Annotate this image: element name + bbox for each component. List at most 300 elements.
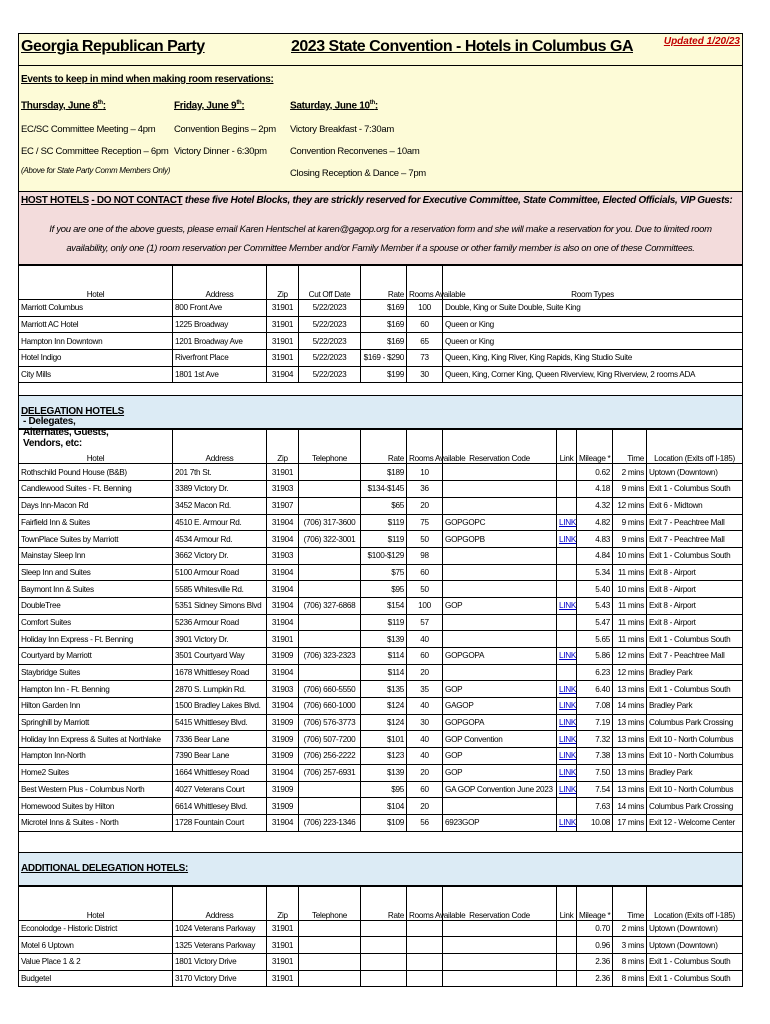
table-cell: 50	[407, 581, 443, 598]
table-row	[19, 681, 743, 698]
table-cell: 7390 Bear Lane	[173, 748, 267, 765]
host-notice: If you are one of the above guests, please email Karen Hentschel at karen@gagop.org for a reservation form and she will make a reservation for you. Due to limited room availability, only one (1) room reservation per Committee Member and/or Family Member if a spouse or other family member is also on one of these Committees.	[49, 224, 712, 254]
updated-date: Updated 1/20/23	[663, 36, 740, 47]
column-header: Time	[613, 886, 647, 920]
table-cell: Candlewood Suites - Ft. Benning	[19, 481, 173, 498]
table-cell: 31901	[267, 631, 299, 648]
events-title: Events to keep in mind when making room reservations:	[21, 74, 274, 85]
reservation-link[interactable]: LINK	[557, 648, 577, 665]
table-cell: 50	[407, 531, 443, 548]
table-cell: Exit 1 - Columbus South	[647, 547, 743, 564]
table-cell: Exit 8 - Airport	[647, 581, 743, 598]
table-cell: 31901	[267, 937, 299, 954]
table-cell: 31901	[267, 300, 299, 317]
table-cell: GOPGOPA	[443, 714, 557, 731]
table-cell: 3452 Macon Rd.	[173, 497, 267, 514]
table-cell: Bradley Park	[647, 698, 743, 715]
table-cell: 31904	[267, 581, 299, 598]
reservation-link[interactable]: LINK	[557, 748, 577, 765]
column-header: Link	[557, 430, 577, 464]
table-cell: 2.36	[577, 953, 613, 970]
table-cell: Exit 7 - Peachtree Mall	[647, 531, 743, 548]
column-header: Zip	[267, 266, 299, 300]
table-cell: 31901	[267, 333, 299, 350]
table-cell	[361, 937, 407, 954]
table-cell: Exit 1 - Columbus South	[647, 953, 743, 970]
table-cell	[443, 581, 557, 598]
table-cell: 60	[407, 781, 443, 798]
table-cell	[299, 953, 361, 970]
table-row	[19, 531, 743, 548]
table-cell: 56	[407, 814, 443, 831]
table-row	[19, 798, 743, 815]
table-cell: Exit 1 - Columbus South	[647, 681, 743, 698]
table-cell: Marriott AC Hotel	[19, 316, 173, 333]
saturday-item: Convention Reconvenes – 10am	[290, 146, 420, 157]
table-cell: 4.18	[577, 481, 613, 498]
table-cell: 6.40	[577, 681, 613, 698]
table-cell: Comfort Suites	[19, 614, 173, 631]
reservation-link[interactable]: LINK	[557, 597, 577, 614]
table-cell: 65	[407, 333, 443, 350]
table-cell	[557, 664, 577, 681]
spacer	[18, 832, 743, 852]
table-cell	[557, 614, 577, 631]
table-cell: (706) 317-3600	[299, 514, 361, 531]
table-cell: Columbus Park Crossing	[647, 798, 743, 815]
table-cell: Home2 Suites	[19, 764, 173, 781]
reservation-link[interactable]: LINK	[557, 514, 577, 531]
delegation-hotels-table	[18, 429, 743, 831]
table-cell: 1325 Veterans Parkway	[173, 937, 267, 954]
table-cell	[299, 481, 361, 498]
table-cell: 11 mins	[613, 564, 647, 581]
table-cell: 5/22/2023	[299, 300, 361, 317]
friday-item: Convention Begins – 2pm	[174, 124, 276, 135]
table-row	[19, 937, 743, 954]
table-cell	[557, 497, 577, 514]
host-hotels-table	[18, 265, 743, 383]
table-cell	[557, 547, 577, 564]
table-cell: $100-$129	[361, 547, 407, 564]
table-row	[19, 464, 743, 481]
table-cell: 36	[407, 481, 443, 498]
table-cell: Exit 1 - Columbus South	[647, 970, 743, 987]
column-header: Mileage *	[577, 886, 613, 920]
table-cell: City Mills	[19, 366, 173, 383]
table-cell: Exit 8 - Airport	[647, 597, 743, 614]
table-cell	[407, 920, 443, 937]
table-cell: 57	[407, 614, 443, 631]
table-row	[19, 698, 743, 715]
thursday-item: EC / SC Committee Reception – 6pm	[21, 146, 169, 157]
column-header: Address	[173, 886, 267, 920]
table-cell: $119	[361, 531, 407, 548]
table-cell: 5.47	[577, 614, 613, 631]
table-cell: 10 mins	[613, 581, 647, 598]
table-cell	[443, 953, 557, 970]
table-cell: (706) 327-6868	[299, 597, 361, 614]
table-cell: 35	[407, 681, 443, 698]
table-cell: 10	[407, 464, 443, 481]
table-cell	[557, 937, 577, 954]
table-cell: 11 mins	[613, 614, 647, 631]
table-cell: 31904	[267, 614, 299, 631]
table-cell: 0.96	[577, 937, 613, 954]
table-cell: 31904	[267, 366, 299, 383]
column-header: Mileage *	[577, 430, 613, 464]
saturday-heading: Saturday, June 10th:	[290, 100, 378, 112]
table-cell: GOP	[443, 764, 557, 781]
table-cell: GOPGOPB	[443, 531, 557, 548]
table-cell: 9 mins	[613, 481, 647, 498]
table-cell: Queen, King, King River, King Rapids, King Studio Suite	[443, 350, 743, 367]
table-cell: 800 Front Ave	[173, 300, 267, 317]
column-header: Rate	[361, 886, 407, 920]
table-cell: Queen or King	[443, 316, 743, 333]
table-cell: 40	[407, 631, 443, 648]
table-cell: (706) 660-5550	[299, 681, 361, 698]
table-row	[19, 300, 743, 317]
column-header: Rooms Available	[407, 266, 443, 300]
table-cell: 13 mins	[613, 714, 647, 731]
table-cell: 8 mins	[613, 970, 647, 987]
table-cell: 31904	[267, 764, 299, 781]
table-cell: DoubleTree	[19, 597, 173, 614]
column-header: Address	[173, 430, 267, 464]
table-cell	[299, 564, 361, 581]
table-cell: 98	[407, 547, 443, 564]
table-cell: Exit 10 - North Columbus	[647, 748, 743, 765]
table-cell: 6923GOP	[443, 814, 557, 831]
table-cell: 31909	[267, 748, 299, 765]
table-cell: 7336 Bear Lane	[173, 731, 267, 748]
reservation-link[interactable]: LINK	[557, 814, 577, 831]
table-cell: $124	[361, 714, 407, 731]
table-cell: $119	[361, 614, 407, 631]
table-cell: GOP	[443, 681, 557, 698]
table-cell	[443, 481, 557, 498]
table-row	[19, 481, 743, 498]
column-header: Address	[173, 266, 267, 300]
table-cell: 40	[407, 748, 443, 765]
table-cell: $169 - $290	[361, 350, 407, 367]
table-cell: Uptown (Downtown)	[647, 464, 743, 481]
table-cell: 31901	[267, 464, 299, 481]
column-header: Room Types	[443, 266, 743, 300]
table-cell	[299, 547, 361, 564]
table-cell: (706) 507-7200	[299, 731, 361, 748]
table-cell: $95	[361, 581, 407, 598]
table-cell: 5236 Armour Road	[173, 614, 267, 631]
thursday-note: (Above for State Party Comm Members Only)	[21, 166, 171, 175]
reservation-link[interactable]: LINK	[557, 531, 577, 548]
table-cell: 31901	[267, 316, 299, 333]
table-cell: 12 mins	[613, 497, 647, 514]
table-cell: 1801 1st Ave	[173, 366, 267, 383]
table-cell	[299, 970, 361, 987]
table-cell: Holiday Inn Express & Suites at Northlake	[19, 731, 173, 748]
table-row	[19, 581, 743, 598]
table-cell: Value Place 1 & 2	[19, 953, 173, 970]
friday-item: Victory Dinner - 6:30pm	[174, 146, 267, 157]
table-cell: Staybridge Suites	[19, 664, 173, 681]
table-row	[19, 316, 743, 333]
table-cell: Exit 12 - Welcome Center	[647, 814, 743, 831]
reservation-link[interactable]: LINK	[557, 764, 577, 781]
table-cell: 31904	[267, 698, 299, 715]
additional-banner	[18, 852, 743, 886]
table-cell	[299, 798, 361, 815]
table-cell: TownPlace Suites by Marriott	[19, 531, 173, 548]
table-cell: GAGOP	[443, 698, 557, 715]
table-cell	[557, 631, 577, 648]
host-heading: HOST HOTELS - DO NOT CONTACT these five Hotel Blocks, they are strickly reserved for Executive Committee, State Committee, Elected Officials, VIP Guests:	[21, 195, 733, 206]
table-cell: 100	[407, 597, 443, 614]
table-cell: 7.38	[577, 748, 613, 765]
table-cell: Bradley Park	[647, 664, 743, 681]
table-cell: 60	[407, 564, 443, 581]
table-cell: 3901 Victory Dr.	[173, 631, 267, 648]
table-cell: 0.70	[577, 920, 613, 937]
column-header: Link	[557, 886, 577, 920]
table-cell: Homewood Suites by Hilton	[19, 798, 173, 815]
table-cell: 31904	[267, 814, 299, 831]
table-cell: 31904	[267, 564, 299, 581]
thursday-heading: Thursday, June 8th:	[21, 100, 106, 112]
column-header: Telephone	[299, 886, 361, 920]
table-cell: Mainstay Sleep Inn	[19, 547, 173, 564]
column-header: Cut Off Date	[299, 266, 361, 300]
table-cell	[443, 464, 557, 481]
table-cell: 3389 Victory Dr.	[173, 481, 267, 498]
table-cell: $139	[361, 631, 407, 648]
reservation-link[interactable]: LINK	[557, 698, 577, 715]
table-cell: 3501 Courtyard Way	[173, 648, 267, 665]
table-cell	[557, 798, 577, 815]
table-cell: 31909	[267, 648, 299, 665]
table-row	[19, 614, 743, 631]
table-cell: 1201 Broadway Ave	[173, 333, 267, 350]
table-cell: 73	[407, 350, 443, 367]
table-cell: 14 mins	[613, 698, 647, 715]
delegation-heading: DELEGATION HOTELS - Delegates, Alternates, Guests, Vendors, etc:	[21, 406, 125, 450]
table-cell	[407, 953, 443, 970]
table-row	[19, 814, 743, 831]
table-cell: 4.84	[577, 547, 613, 564]
table-cell: Springhill by Marriott	[19, 714, 173, 731]
table-cell: (706) 323-2323	[299, 648, 361, 665]
table-cell: Exit 8 - Airport	[647, 564, 743, 581]
table-cell: 5/22/2023	[299, 316, 361, 333]
table-cell: Hampton Inn-North	[19, 748, 173, 765]
table-cell: (706) 576-3773	[299, 714, 361, 731]
column-header: Hotel	[19, 430, 173, 464]
table-cell: $169	[361, 333, 407, 350]
table-cell: 5/22/2023	[299, 333, 361, 350]
table-cell	[443, 614, 557, 631]
table-cell: 9 mins	[613, 531, 647, 548]
table-cell: Hilton Garden Inn	[19, 698, 173, 715]
column-header: Rate	[361, 266, 407, 300]
table-cell	[361, 970, 407, 987]
column-header: Location (Exits off I-185)	[647, 886, 743, 920]
table-cell: Marriott Columbus	[19, 300, 173, 317]
column-header: Hotel	[19, 886, 173, 920]
column-header: Rate	[361, 430, 407, 464]
table-cell: 1728 Fountain Court	[173, 814, 267, 831]
host-hotels-banner	[18, 192, 743, 265]
table-cell: 31907	[267, 497, 299, 514]
table-cell: 31909	[267, 798, 299, 815]
table-cell: Uptown (Downtown)	[647, 937, 743, 954]
table-cell	[299, 664, 361, 681]
table-cell: 7.08	[577, 698, 613, 715]
table-cell	[361, 953, 407, 970]
table-cell: 30	[407, 366, 443, 383]
reservation-link[interactable]: LINK	[557, 781, 577, 798]
table-cell: 2.36	[577, 970, 613, 987]
table-cell: 4.32	[577, 497, 613, 514]
table-cell: 20	[407, 497, 443, 514]
table-cell: 5.65	[577, 631, 613, 648]
table-cell	[299, 781, 361, 798]
friday-heading: Friday, June 9th:	[174, 100, 245, 112]
saturday-item: Closing Reception & Dance – 7pm	[290, 168, 426, 179]
table-cell: (706) 257-6931	[299, 764, 361, 781]
table-cell: 7.50	[577, 764, 613, 781]
column-header: Reservation Code	[443, 886, 557, 920]
table-cell: 7.19	[577, 714, 613, 731]
table-cell: 2 mins	[613, 464, 647, 481]
table-cell: Exit 10 - North Columbus	[647, 781, 743, 798]
table-cell: 20	[407, 664, 443, 681]
table-row	[19, 631, 743, 648]
table-cell: 31909	[267, 731, 299, 748]
table-row	[19, 714, 743, 731]
table-cell: $65	[361, 497, 407, 514]
table-cell: 13 mins	[613, 781, 647, 798]
table-cell: 5/22/2023	[299, 350, 361, 367]
table-cell	[407, 937, 443, 954]
table-cell: Riverfront Place	[173, 350, 267, 367]
table-cell	[557, 481, 577, 498]
column-header: Time	[613, 430, 647, 464]
table-cell: 14 mins	[613, 798, 647, 815]
table-cell: 31909	[267, 714, 299, 731]
table-cell: Sleep Inn and Suites	[19, 564, 173, 581]
table-cell: 20	[407, 764, 443, 781]
table-cell: 31901	[267, 350, 299, 367]
reservation-link[interactable]: LINK	[557, 681, 577, 698]
table-cell	[299, 464, 361, 481]
table-cell: 31904	[267, 597, 299, 614]
table-cell: 20	[407, 798, 443, 815]
table-cell: Queen, King, Corner King, Queen Riverview, King Riverview, 2 rooms ADA	[443, 366, 743, 383]
reservation-link[interactable]: LINK	[557, 714, 577, 731]
table-cell: 31903	[267, 481, 299, 498]
table-cell: 4534 Armour Rd.	[173, 531, 267, 548]
page-title: 2023 State Convention - Hotels in Columbus GA	[291, 38, 633, 55]
table-cell	[299, 614, 361, 631]
table-cell: (706) 223-1346	[299, 814, 361, 831]
table-cell: 201 7th St.	[173, 464, 267, 481]
reservation-link[interactable]: LINK	[557, 731, 577, 748]
table-cell: 31904	[267, 531, 299, 548]
table-cell: 13 mins	[613, 731, 647, 748]
hotel-list-page	[18, 33, 743, 987]
table-cell: Budgetel	[19, 970, 173, 987]
table-cell: 31903	[267, 547, 299, 564]
table-cell: Baymont Inn & Suites	[19, 581, 173, 598]
table-cell: 31904	[267, 664, 299, 681]
table-cell: 12 mins	[613, 648, 647, 665]
table-cell: 5415 Whittlesey Blvd.	[173, 714, 267, 731]
table-cell: Double, King or Suite Double, Suite King	[443, 300, 743, 317]
column-header: Reservation Code	[443, 430, 557, 464]
table-cell	[443, 664, 557, 681]
table-cell: $124	[361, 698, 407, 715]
table-cell: 4510 E. Armour Rd.	[173, 514, 267, 531]
table-row	[19, 497, 743, 514]
table-row	[19, 748, 743, 765]
column-header: Zip	[267, 886, 299, 920]
table-cell: 7.32	[577, 731, 613, 748]
table-row	[19, 514, 743, 531]
delegation-banner	[18, 395, 743, 450]
column-header: Location (Exits off I-185)	[647, 430, 743, 464]
table-cell: Hotel Indigo	[19, 350, 173, 367]
table-row	[19, 970, 743, 987]
table-cell: 30	[407, 714, 443, 731]
table-cell	[443, 497, 557, 514]
table-cell: Exit 1 - Columbus South	[647, 631, 743, 648]
table-cell: 40	[407, 731, 443, 748]
table-cell: 3 mins	[613, 937, 647, 954]
table-cell: $139	[361, 764, 407, 781]
table-cell: 4.82	[577, 514, 613, 531]
table-cell: 11 mins	[613, 597, 647, 614]
table-row	[19, 564, 743, 581]
table-cell: 3170 Victory Drive	[173, 970, 267, 987]
table-cell: Microtel Inns & Suites - North	[19, 814, 173, 831]
table-cell: Queen or King	[443, 333, 743, 350]
table-cell: $119	[361, 514, 407, 531]
column-header: Telephone	[299, 430, 361, 464]
table-cell: GOP	[443, 597, 557, 614]
table-cell	[557, 564, 577, 581]
table-cell: Bradley Park	[647, 764, 743, 781]
table-cell: Uptown (Downtown)	[647, 920, 743, 937]
table-cell: Holiday Inn Express - Ft. Benning	[19, 631, 173, 648]
table-cell: GOPGOPC	[443, 514, 557, 531]
table-cell: $199	[361, 366, 407, 383]
table-cell	[443, 937, 557, 954]
table-cell: 5.86	[577, 648, 613, 665]
table-cell	[557, 970, 577, 987]
table-cell: $75	[361, 564, 407, 581]
table-row	[19, 597, 743, 614]
column-header: Rooms Available	[407, 430, 443, 464]
table-cell: Exit 7 - Peachtree Mall	[647, 514, 743, 531]
table-cell: 0.62	[577, 464, 613, 481]
table-cell: 1500 Bradley Lakes Blvd.	[173, 698, 267, 715]
table-cell: 31903	[267, 681, 299, 698]
table-cell: $169	[361, 316, 407, 333]
column-header: Hotel	[19, 266, 173, 300]
table-cell: (706) 660-1000	[299, 698, 361, 715]
table-cell: Econolodge - Historic District	[19, 920, 173, 937]
